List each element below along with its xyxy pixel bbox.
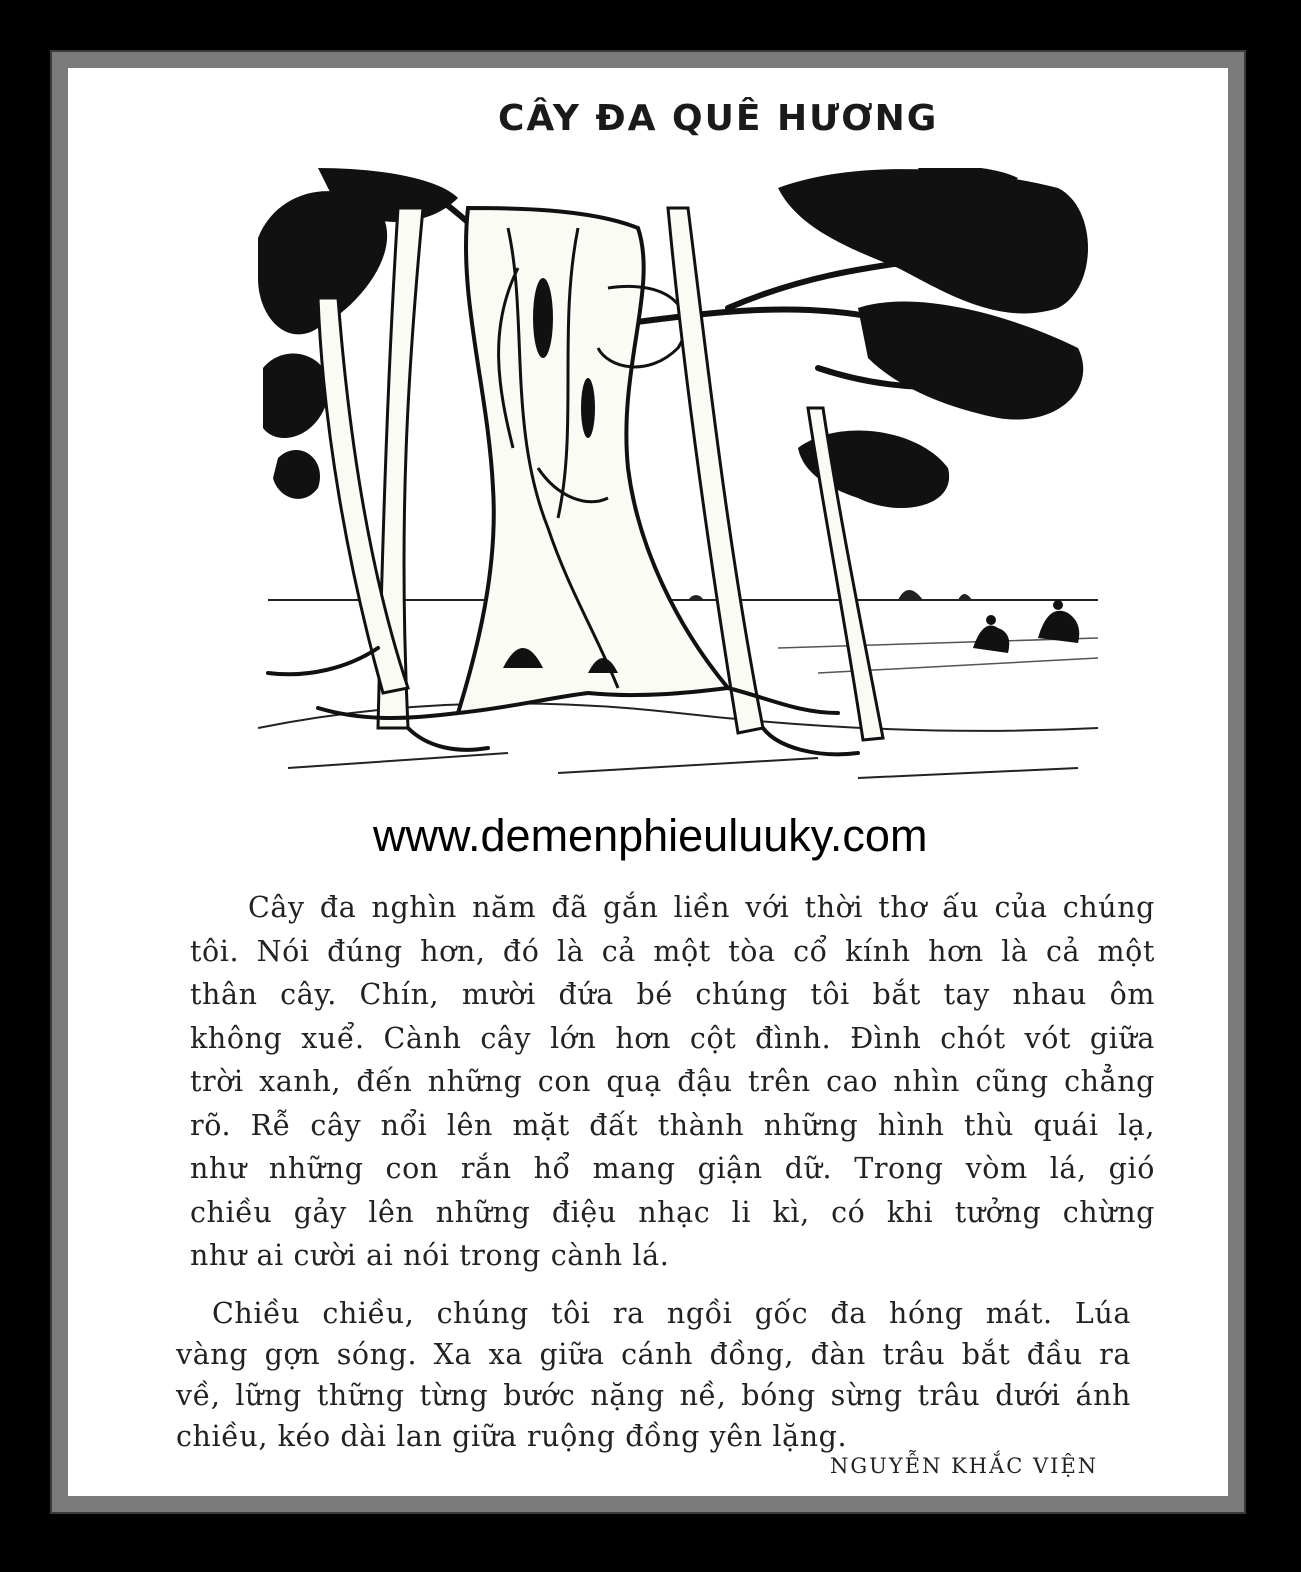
- paragraph-line: tôi. Nói đúng hơn, đó là cả một tòa cổ kính hơn là cả một: [190, 934, 1155, 968]
- paragraph-line: chiều gảy lên những điệu nhạc li kì, có khi tưởng chừng: [190, 1195, 1155, 1229]
- paragraph-line: Cây đa nghìn năm đã gắn liền với thời thơ ấu của chúng: [248, 891, 1155, 924]
- paragraph-line: rõ. Rễ cây nổi lên mặt đất thành những hình thù quái lạ,: [190, 1108, 1155, 1142]
- author-name: NGUYỄN KHẮC VIỆN: [830, 1454, 1099, 1478]
- paragraph-line: Chiều chiều, chúng tôi ra ngồi gốc đa hóng mát. Lúa: [212, 1297, 1131, 1330]
- paragraph-2: [176, 1293, 1131, 1457]
- paragraph-line: về, lững thững từng bước nặng nề, bóng sừng trâu dưới ánh: [176, 1379, 1131, 1412]
- paragraph-line: trời xanh, đến những con quạ đậu trên cao nhìn cũng chẳng: [190, 1065, 1155, 1098]
- website-watermark: www.demenphieuluuky.com: [373, 810, 928, 861]
- page-title: CÂY ĐA QUÊ HƯƠNG: [498, 98, 939, 139]
- book-page: [68, 68, 1228, 1496]
- paragraph-line: không xuể. Cành cây lớn hơn cột đình. Đình chót vót giữa: [190, 1021, 1155, 1055]
- paragraph-line: như những con rắn hổ mang giận dữ. Trong vòm lá, gió: [190, 1152, 1155, 1185]
- paragraph-line: thân cây. Chín, mười đứa bé chúng tôi bắt tay nhau ôm: [190, 978, 1155, 1011]
- paragraph-line: chiều, kéo dài lan giữa ruộng đồng yên lặng.: [176, 1420, 848, 1453]
- paragraph-1: [190, 886, 1155, 1278]
- banyan-tree-illustration-icon: [258, 168, 1098, 783]
- paragraph-line: vàng gợn sóng. Xa xa giữa cánh đồng, đàn trâu bắt đầu ra: [176, 1338, 1131, 1371]
- paragraph-line: như ai cười ai nói trong cành lá.: [190, 1239, 670, 1272]
